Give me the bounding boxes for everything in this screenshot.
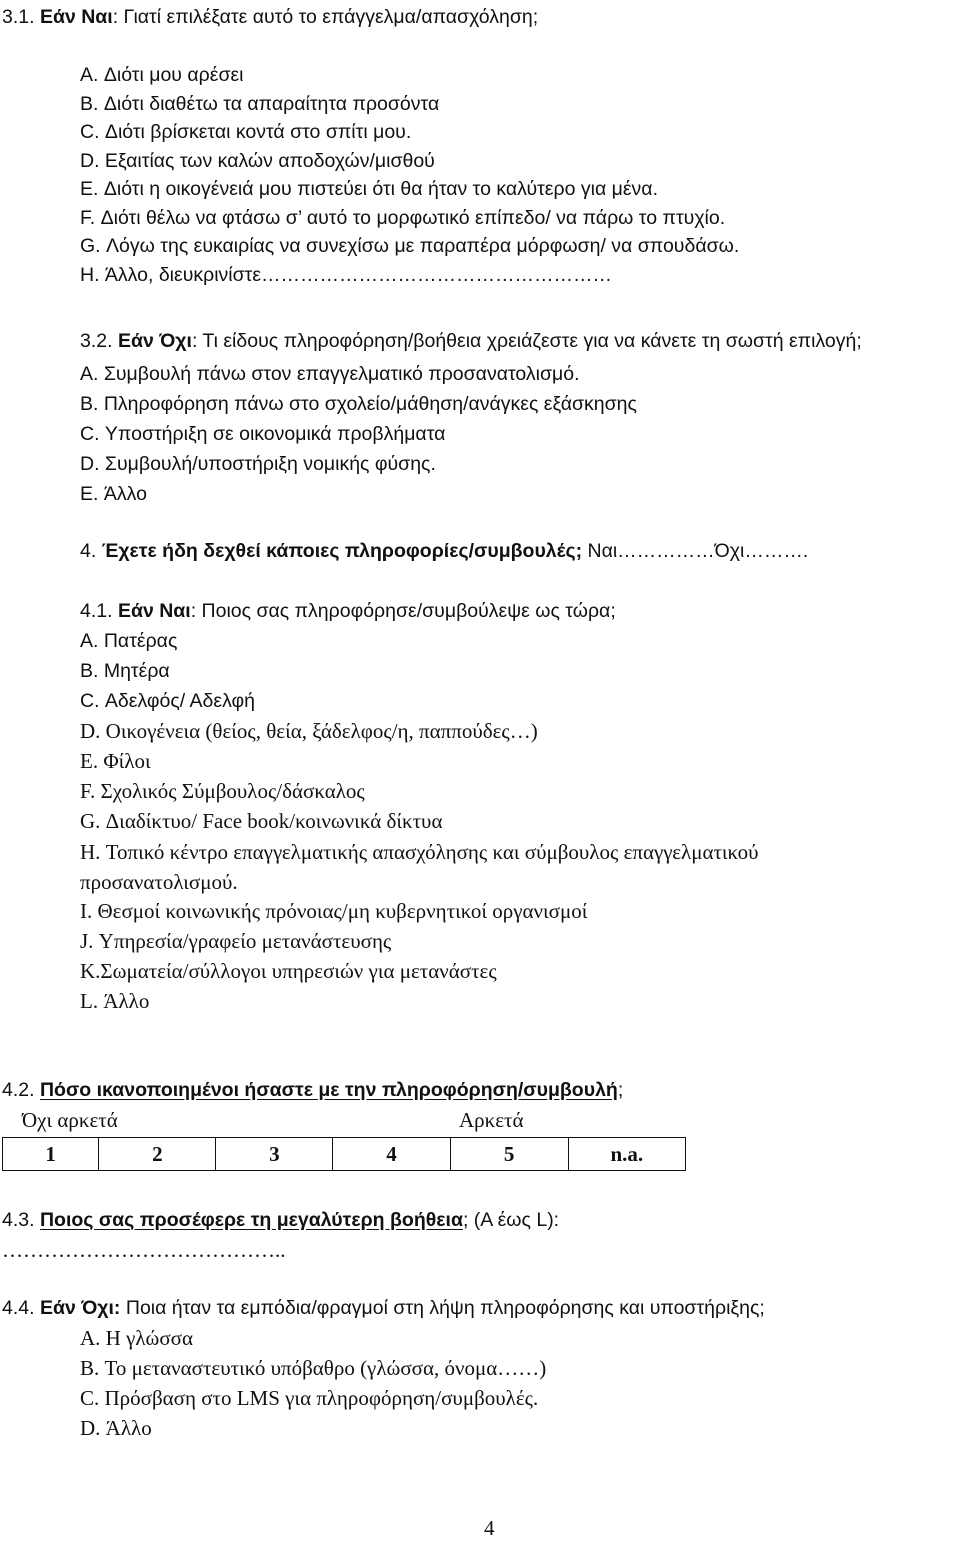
q4-1-option: E. Φίλοι (80, 749, 151, 773)
scale-cell[interactable]: n.a. (568, 1138, 685, 1171)
q4-2-heading: 4.2. Πόσο ικανοποιημένοι ήσαστε με την πληροφόρηση/συμβουλή; (2, 1079, 624, 1101)
q4-1-option: I. Θεσμοί κοινωνικής πρόνοιας/μη κυβερνητικοί οργανισμοί (80, 899, 588, 923)
q3-1-option: C. Διότι βρίσκεται κοντά στο σπίτι μου. (80, 121, 412, 143)
q4-1-option: G. Διαδίκτυο/ Face book/κοινωνικά δίκτυα (80, 809, 443, 833)
q4-3-answer-blank[interactable]: ………………………………….. (2, 1238, 286, 1262)
q4-1-option-continued: προσανατολισμού. (80, 870, 238, 894)
q4-1-option: D. Οικογένεια (θείος, θεία, ξάδελφος/η, παππούδες…) (80, 719, 538, 743)
q4-4-option: A. Η γλώσσα (80, 1326, 194, 1350)
scale-cell[interactable]: 1 (3, 1138, 99, 1171)
scale-cell[interactable]: 2 (99, 1138, 216, 1171)
scale-cell[interactable]: 3 (216, 1138, 333, 1171)
q4-1-option: F. Σχολικός Σύμβουλος/δάσκαλος (80, 779, 365, 803)
q4-4-condition: Εάν Όχι: (39, 1297, 121, 1319)
q3-1-option: D. Εξαιτίας των καλών αποδοχών/μισθού (80, 150, 435, 172)
q4-question: Έχετε ήδη δεχθεί κάποιες πληροφορίες/συμβουλές; (101, 540, 583, 562)
q3-1-option: A. Διότι μου αρέσει (80, 64, 244, 86)
q3-2-heading: 3.2. Εάν Όχι: Τι είδους πληροφόρηση/βοήθεια χρειάζεστε για να κάνετε τη σωστή επιλογή; (80, 330, 862, 352)
q4-1-option: A. Πατέρας (80, 630, 178, 652)
q3-1-heading: 3.1. Εάν Ναι: Γιατί επιλέξατε αυτό το επάγγελμα/απασχόληση; (2, 6, 539, 28)
q3-1-option: E. Διότι η οικογένειά μου πιστεύει ότι θα ήταν το καλύτερο για μένα. (80, 178, 659, 200)
q4-1-option: K.Σωματεία/σύλλογοι υπηρεσιών για μετανάστες (80, 959, 497, 983)
scale-cell[interactable]: 5 (450, 1138, 568, 1171)
scale-row (3, 1138, 686, 1171)
q4-1-option: J. Υπηρεσία/γραφείο μετανάστευσης (80, 929, 392, 953)
q4-4-option: D. Άλλο (80, 1416, 152, 1440)
scale-cell[interactable]: 4 (333, 1138, 450, 1171)
q4-1-heading: 4.1. Εάν Ναι: Ποιος σας πληροφόρησε/συμβούλεψε ως τώρα; (80, 600, 616, 622)
q4-3-heading: 4.3. Ποιος σας προσέφερε τη μεγαλύτερη βοήθεια; (A έως L): (2, 1209, 560, 1231)
page-number: 4 (484, 1516, 495, 1540)
q4-3-question: Ποιος σας προσέφερε τη μεγαλύτερη βοήθεια (39, 1209, 463, 1231)
q3-2-option: B. Πληροφόρηση πάνω στο σχολείο/μάθηση/ανάγκες εξάσκησης (80, 393, 637, 415)
q3-1-option: G. Λόγω της ευκαιρίας να συνεχίσω με παραπέρα μόρφωση/ να σπουδάσω. (80, 235, 740, 257)
q4-1-option: C. Αδελφός/ Αδελφή (80, 690, 255, 712)
q3-2-condition: Εάν Όχι (117, 330, 192, 352)
q3-2-option: A. Συμβουλή πάνω στον επαγγελματικό προσανατολισμό. (80, 363, 580, 385)
q4-1-option: L. Άλλο (80, 989, 150, 1013)
q3-2-option: D. Συμβουλή/υποστήριξη νομικής φύσης. (80, 453, 436, 475)
q4-4-option: B. Το μεταναστευτικό υπόβαθρο (γλώσσα, όνομα……) (80, 1356, 547, 1380)
q4-4-option: C. Πρόσβαση στο LMS για πληροφόρηση/συμβουλές. (80, 1386, 539, 1410)
q4-heading: 4. Έχετε ήδη δεχθεί κάποιες πληροφορίες/συμβουλές; Ναι……………Όχι………. (80, 540, 809, 562)
q3-1-condition: Εάν Ναι (39, 6, 113, 28)
q4-1-option: B. Μητέρα (80, 660, 170, 682)
scale-high-label: Αρκετά (459, 1108, 524, 1132)
q3-2-option: E. Άλλο (80, 483, 147, 505)
q3-2-option: C. Υποστήριξη σε οικονομικά προβλήματα (80, 423, 446, 445)
q3-1-option: B. Διότι διαθέτω τα απαραίτητα προσόντα (80, 93, 440, 115)
q4-answers: Ναι……………Όχι………. (582, 540, 809, 562)
q4-1-option: H. Τοπικό κέντρο επαγγελματικής απασχόλησης και σύμβουλος επαγγελματικού (80, 840, 759, 864)
satisfaction-scale (2, 1137, 686, 1171)
q3-1-option: H. Άλλο, διευκρινίστε……………………………………………… (80, 264, 613, 286)
q4-2-question: Πόσο ικανοποιημένοι ήσαστε με την πληροφόρηση/συμβουλή (39, 1079, 618, 1101)
scale-low-label: Όχι αρκετά (22, 1108, 118, 1132)
q4-4-heading: 4.4. Εάν Όχι: Ποια ήταν τα εμπόδια/φραγμοί στη λήψη πληροφόρησης και υποστήριξης; (2, 1297, 765, 1319)
q4-1-condition: Εάν Ναι (117, 600, 191, 622)
q3-1-option: F. Διότι θέλω να φτάσω σ’ αυτό το μορφωτικό επίπεδο/ να πάρω το πτυχίο. (80, 207, 726, 229)
